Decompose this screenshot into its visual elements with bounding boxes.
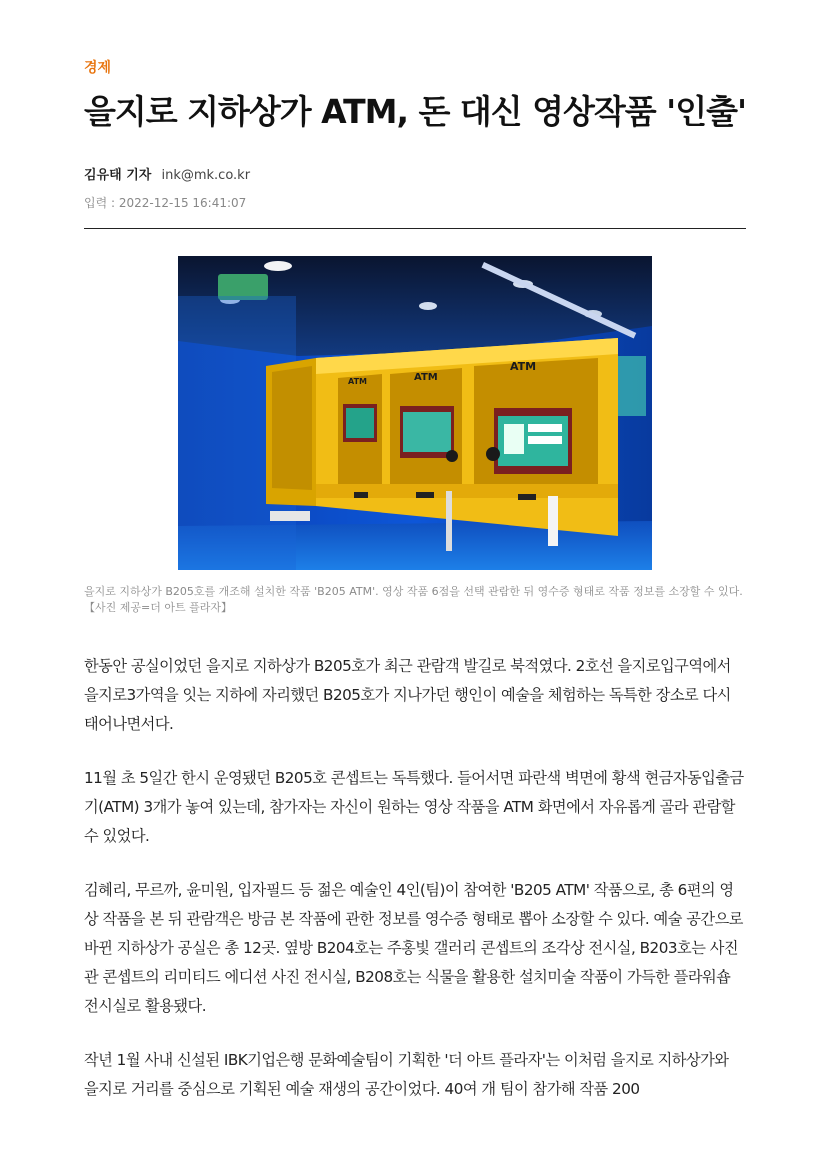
paragraph: 김혜리, 무르까, 윤미원, 입자필드 등 젊은 예술인 4인(팀)이 참여한 'B205 ATM' 작품으로, 총 6편의 영상 작품을 본 뒤 관람객은 방금 본 작품에 관한 정보를 영수증 형태로 뽑아 소장할 수 있다. 예술 공간으로 바뀐 지하상가 공실은 총 12곳. 옆방 B204호는 주홍빛 갤러리 콘셉트의 조각상 전시실, B203호는 사진관 콘셉트의 리미티드 에디션 사진 전시실, B208호는 식물을 활용한 설치미술 작품이 가득한 플라워숍 전시실로 활용됐다. — [84, 881, 743, 1015]
photo-caption: 을지로 지하상가 B205호를 개조해 설치한 작품 'B205 ATM'. 영상 작품 6점을 선택 관람한 뒤 영수증 형태로 작품 정보를 소장할 수 있다. 【사진 제공=더 아트 플라자】 — [84, 585, 743, 614]
atm-sign-2: ATM — [414, 372, 438, 383]
article-photo — [178, 256, 652, 570]
author-name[interactable]: 김유태 기자 — [84, 168, 152, 183]
section-label[interactable]: 경제 — [84, 60, 112, 76]
publish-date: 입력 : 2022-12-15 16:41:07 — [84, 196, 247, 210]
atm-sign-3: ATM — [510, 360, 537, 373]
paragraph: 11월 초 5일간 한시 운영됐던 B205호 콘셉트는 독특했다. 들어서면 파란색 벽면에 황색 현금자동입출금기(ATM) 3개가 놓여 있는데, 참가자는 자신이 원하는 영상 작품을 ATM 화면에서 자유롭게 골라 관람할 수 있었다. — [84, 769, 744, 845]
paragraph: 한동안 공실이었던 을지로 지하상가 B205호가 최근 관람객 발길로 북적였다. 2호선 을지로입구역에서 을지로3가역을 잇는 지하에 자리했던 B205호가 지나가던 행인이 예술을 체험하는 독특한 장소로 다시 태어나면서다. — [84, 657, 731, 733]
article-headline: 을지로 지하상가 ATM, 돈 대신 영상작품 '인출' — [84, 92, 747, 131]
atm-sign-1: ATM — [348, 377, 367, 386]
byline — [84, 164, 250, 183]
header-divider — [84, 228, 746, 229]
article-body — [84, 652, 746, 1129]
author-email[interactable]: ink@mk.co.kr — [161, 168, 251, 183]
paragraph: 작년 1월 사내 신설된 IBK기업은행 문화예술팀이 기획한 '더 아트 플라자'는 이처럼 을지로 지하상가와 을지로 거리를 중심으로 기획된 예술 재생의 공간이었다. 40여 개 팀이 참가해 작품 200 — [84, 1051, 729, 1098]
